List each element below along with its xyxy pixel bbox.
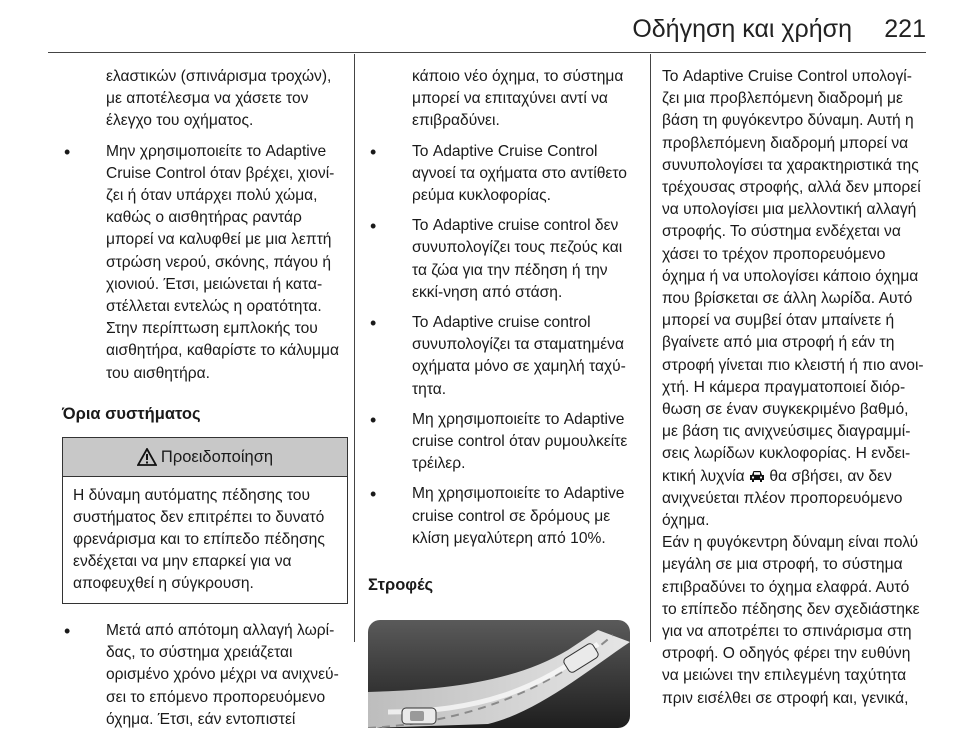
warning-box: [62, 437, 348, 604]
section-heading-system-limits: Όρια συστήματος: [62, 404, 201, 423]
continued-text: ελαστικών (σπινάρισμα τροχών), με αποτέλεσμα να χάσετε τον έλεγχο του οχήματος.: [106, 68, 332, 130]
bullet-item: • Το Adaptive cruise control δεν συνυπολογίζει τους πεζούς και τα ζώα για την πέδηση ή την εκκί-νηση από στάση.: [368, 215, 636, 304]
column-divider-1: [354, 54, 355, 642]
bullet-item: • Μη χρησιμοποιείτε το Adaptive cruise control όταν ρυμουλκείτε τρέιλερ.: [368, 409, 636, 476]
header-title: Οδήγηση και χρήση: [632, 15, 852, 43]
bullet-item: • Το Adaptive Cruise Control αγνοεί τα οχήματα στο αντίθετο ρεύμα κυκλοφορίας.: [368, 141, 636, 208]
curve-illustration: [368, 620, 630, 728]
paragraph: Εάν η φυγόκεντρη δύναμη είναι πολύ μεγάλη σε μια στροφή, το σύστημα επιβραδύνει το όχημα ελαφρά. Αυτό το επίπεδο πέδησης δεν σχεδιάστηκε για να αποτρέπει το σπινάρισμα στη στροφή. Ο οδηγός φέρει την ευθύνη να μειώνει την επιλεγμένη ταχύτητα πριν εισέλθει σε στροφή και, γενικά,: [662, 534, 920, 707]
header-divider: [48, 52, 926, 53]
continued-text: κάποιο νέο όχημα, το σύστημα μπορεί να επιταχύνει αντί να επιβραδύνει.: [412, 68, 624, 130]
page-number: 221: [884, 15, 926, 43]
page-header: [0, 0, 960, 54]
section-heading-curves: Στροφές: [368, 576, 434, 595]
warning-triangle-icon: [137, 448, 157, 466]
column-2: [368, 66, 636, 735]
bullet-item: • Μην χρησιμοποιείτε το Adaptive Cruise Control όταν βρέχει, χιονί-ζει ή όταν υπάρχει πολύ χώμα, καθώς ο αισθητήρας ραντάρ μπορεί να καλυφθεί με μια λεπτή στρώση νερού, σκόνης, πάγου ή χιονιού. Έτσι, μειώνεται ή κατα-στέλλεται εντελώς η ορατότητα. Στην περίπτωση εμπλοκής του αισθητήρα, καθαρίστε το κάλυμμα του αισθητήρα.: [62, 141, 348, 385]
vehicle-ahead-indicator-icon: [749, 469, 765, 483]
own-vehicle: [402, 708, 436, 724]
paragraph-text: Το Adaptive Cruise Control υπολογί-ζει μια προβλεπόμενη διαδρομή με βάση τη φυγόκεντρο δύναμη. Αυτή η προβλεπόμενη διαδρομή μπορεί να συνυπολογίσει τα χαρακτηριστικά της τρέχουσας στροφής, αλλά δεν μπορεί να υπολογίσει μια μελλοντική αλλαγή στροφής. Το σύστημα ενδέχεται να χάσει το τρέχον προπορευόμενο όχημα ή να υπολογίσει κάποιο όχημα που βρίσκεται σε άλλη λωρίδα. Αυτό μπορεί να συμβεί όταν μπαίνετε ή βγαίνετε από μια στροφή ή εάν τη στροφή γίνεται πιο κλειστή ή πιο ανοι-χτή. Η κάμερα πραγματοποιεί διόρ-θωση σε έναν συγκεκριμένο βαθμό, με βάση τις ανιχνεύσιμες διαγραμμί-σεις λωρίδων κυκλοφορίας. Η ενδει-κτική λυχνία: [662, 68, 924, 485]
bullet-item: • Μη χρησιμοποιείτε το Adaptive cruise control σε δρόμους με κλίση μεγαλύτερη από 10%.: [368, 483, 636, 550]
warning-title: Προειδοποίηση: [160, 447, 274, 466]
column-3: [662, 66, 928, 710]
paragraph: [662, 66, 928, 532]
column-divider-2: [650, 54, 651, 642]
warning-header: [63, 438, 347, 477]
warning-text: Η δύναμη αυτόματης πέδησης του συστήματος δεν επιτρέπει το δυνατό φρενάρισμα και το επίπεδο πέδησης ενδέχεται να μην επαρκεί για να αποφευχθεί η σύγκρουση.: [73, 487, 325, 593]
column-1: [62, 66, 348, 731]
bullet-item: • Το Adaptive cruise control συνυπολογίζει τα σταματημένα οχήματα μόνο σε χαμηλή ταχύ-τητα.: [368, 312, 636, 401]
paragraph-text: θα σβήσει, αν δεν ανιχνεύεται πλέον προπορευόμενο όχημα.: [662, 467, 903, 530]
bullet-item: • Μετά από απότομη αλλαγή λωρί-δας, το σύστημα χρειάζεται ορισμένο χρόνο μέχρι να ανιχνεύ-σει το επόμενο προπορευόμενο όχημα. Έτσι, εάν εντοπιστεί: [62, 620, 348, 731]
